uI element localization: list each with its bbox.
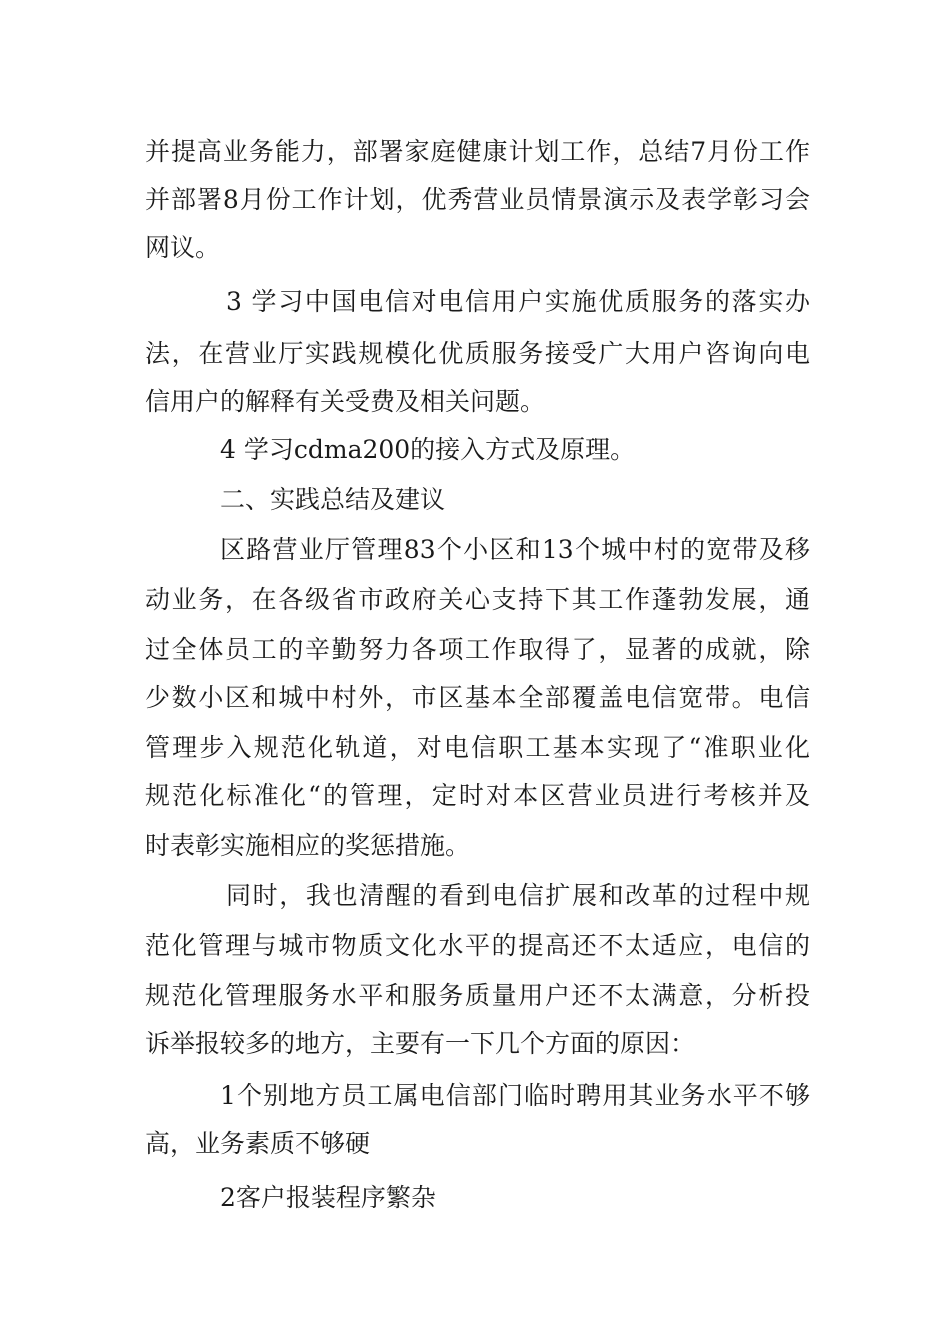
text-line-20: 1个别地方员工属电信部门临时聘用其业务水平不够 <box>220 1081 810 1110</box>
text-line-9: 区路营业厅管理83个小区和13个城中村的宽带及移 <box>220 535 810 564</box>
text-line-12: 少数小区和城中村外，市区基本全部覆盖电信宽带。电信 <box>145 683 810 712</box>
text-line-3: 网议。 <box>145 233 221 262</box>
text-line-16: 同时，我也清醒的看到电信扩展和改革的过程中规 <box>226 881 810 910</box>
text-line-11: 过全体员工的辛勤努力各项工作取得了，显著的成就，除 <box>145 635 810 664</box>
text-line-17: 范化管理与城市物质文化水平的提高还不太适应，电信的 <box>145 931 810 960</box>
text-line-1: 并提高业务能力，部署家庭健康计划工作，总结7月份工作 <box>145 137 810 166</box>
text-line-21: 高，业务素质不够硬 <box>145 1129 371 1158</box>
text-line-13: 管理步入规范化轨道，对电信职工基本实现了“准职业化 <box>145 733 810 762</box>
text-line-10: 动业务，在各级省市政府关心支持下其工作蓬勃发展，通 <box>145 585 810 614</box>
text-line-7: 4 学习cdma200的接入方式及原理。 <box>220 435 636 464</box>
text-line-22: 2客户报装程序繁杂 <box>220 1183 436 1212</box>
text-line-4: 3 学习中国电信对电信用户实施优质服务的落实办 <box>226 287 810 316</box>
text-line-18: 规范化管理服务水平和服务质量用户还不太满意，分析投 <box>145 981 810 1010</box>
text-line-19: 诉举报较多的地方，主要有一下几个方面的原因： <box>145 1029 696 1058</box>
text-line-15: 时表彰实施相应的奖惩措施。 <box>145 831 471 860</box>
text-line-14: 规范化标准化“的管理，定时对本区营业员进行考核并及 <box>145 781 810 810</box>
text-line-5: 法，在营业厅实践规模化优质服务接受广大用户咨询向电 <box>145 339 810 368</box>
text-line-6: 信用户的解释有关受费及相关问题。 <box>145 387 546 416</box>
text-line-2: 并部署8月份工作计划，优秀营业员情景演示及表学彰习会 <box>145 185 810 214</box>
section-heading: 二、实践总结及建议 <box>220 485 446 514</box>
